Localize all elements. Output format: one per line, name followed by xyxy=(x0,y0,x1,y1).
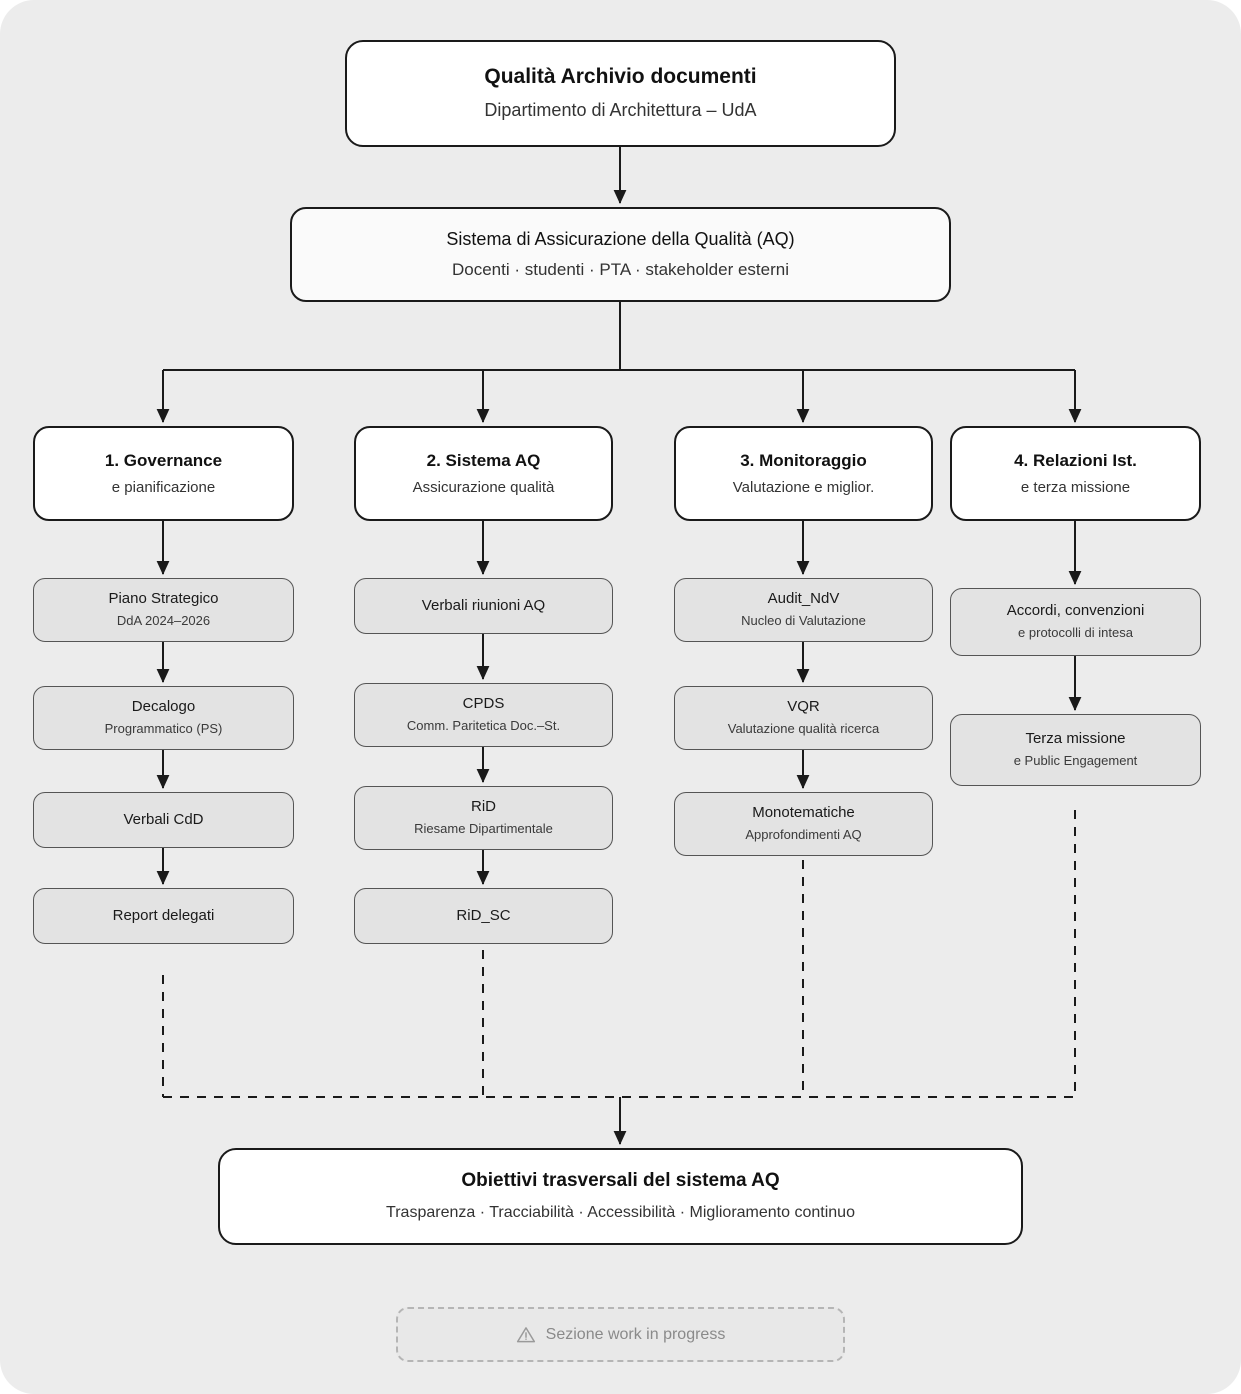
doc-subtitle: Programmatico (PS) xyxy=(104,720,223,736)
doc-title: Report delegati xyxy=(112,906,215,924)
doc-subtitle: Nucleo di Valutazione xyxy=(741,612,866,628)
doc-title: Verbali CdD xyxy=(123,810,204,828)
doc-node xyxy=(33,888,294,944)
goals-title: Obiettivi trasversali del sistema AQ xyxy=(461,1170,780,1192)
doc-title: Verbali riunioni AQ xyxy=(421,596,546,614)
pillar-subtitle: Valutazione e miglior. xyxy=(732,478,875,496)
doc-subtitle: Valutazione qualità ricerca xyxy=(727,720,880,736)
doc-node xyxy=(33,578,294,642)
doc-title: CPDS xyxy=(462,695,505,713)
pillar-subtitle: Assicurazione qualità xyxy=(412,478,555,496)
doc-node xyxy=(354,786,613,850)
doc-subtitle: e Public Engagement xyxy=(1013,752,1138,768)
pillar-governance xyxy=(33,426,294,521)
doc-node xyxy=(354,683,613,747)
pillar-subtitle: e pianificazione xyxy=(111,478,216,496)
doc-subtitle: Approfondimenti AQ xyxy=(745,826,862,842)
root-subtitle: Dipartimento di Architettura – UdA xyxy=(484,100,757,121)
doc-node xyxy=(33,686,294,750)
doc-title: Monotematiche xyxy=(752,804,855,822)
goals-subtitle: Trasparenza · Tracciabilità · Accessibilità · Miglioramento continuo xyxy=(386,1203,855,1221)
doc-node xyxy=(354,888,613,944)
aq-system-subtitle: Docenti · studenti · PTA · stakeholder esterni xyxy=(451,259,789,279)
doc-node xyxy=(33,792,294,848)
pillar-title: 4. Relazioni Ist. xyxy=(1014,450,1137,470)
pillar-relazioni-istituzionali xyxy=(950,426,1201,521)
doc-node xyxy=(950,714,1201,786)
root-node xyxy=(345,40,896,147)
doc-title: Terza missione xyxy=(1025,730,1126,748)
doc-title: RiD xyxy=(471,798,496,816)
work-in-progress-label: Sezione work in progress xyxy=(545,1325,726,1343)
doc-node xyxy=(354,578,613,634)
doc-subtitle: Riesame Dipartimentale xyxy=(414,820,553,836)
aq-system-node xyxy=(290,207,951,302)
doc-node xyxy=(950,588,1201,656)
doc-title: VQR xyxy=(787,698,820,716)
doc-node xyxy=(674,578,933,642)
root-title: Qualità Archivio documenti xyxy=(484,65,757,89)
doc-subtitle: Comm. Paritetica Doc.–St. xyxy=(406,717,561,733)
aq-system-title: Sistema di Assicurazione della Qualità (AQ) xyxy=(446,229,795,250)
doc-title: Audit_NdV xyxy=(767,590,840,608)
doc-title: RiD_SC xyxy=(456,906,511,924)
doc-subtitle: e protocolli di intesa xyxy=(1018,624,1133,640)
pillar-title: 2. Sistema AQ xyxy=(426,450,541,470)
doc-subtitle: DdA 2024–2026 xyxy=(116,612,211,628)
doc-title: Decalogo xyxy=(131,698,196,716)
pillar-title: 3. Monitoraggio xyxy=(740,450,867,470)
pillar-monitoraggio xyxy=(674,426,933,521)
doc-node xyxy=(674,686,933,750)
doc-title: Accordi, convenzioni xyxy=(1006,602,1145,620)
doc-title: Piano Strategico xyxy=(108,590,219,608)
pillar-subtitle: e terza missione xyxy=(1020,478,1131,496)
pillar-title: 1. Governance xyxy=(104,450,223,470)
doc-node xyxy=(674,792,933,856)
pillar-sistema-aq xyxy=(354,426,613,521)
work-in-progress-banner xyxy=(396,1307,845,1362)
warning-triangle-icon xyxy=(516,1325,536,1345)
goals-node xyxy=(218,1148,1023,1245)
